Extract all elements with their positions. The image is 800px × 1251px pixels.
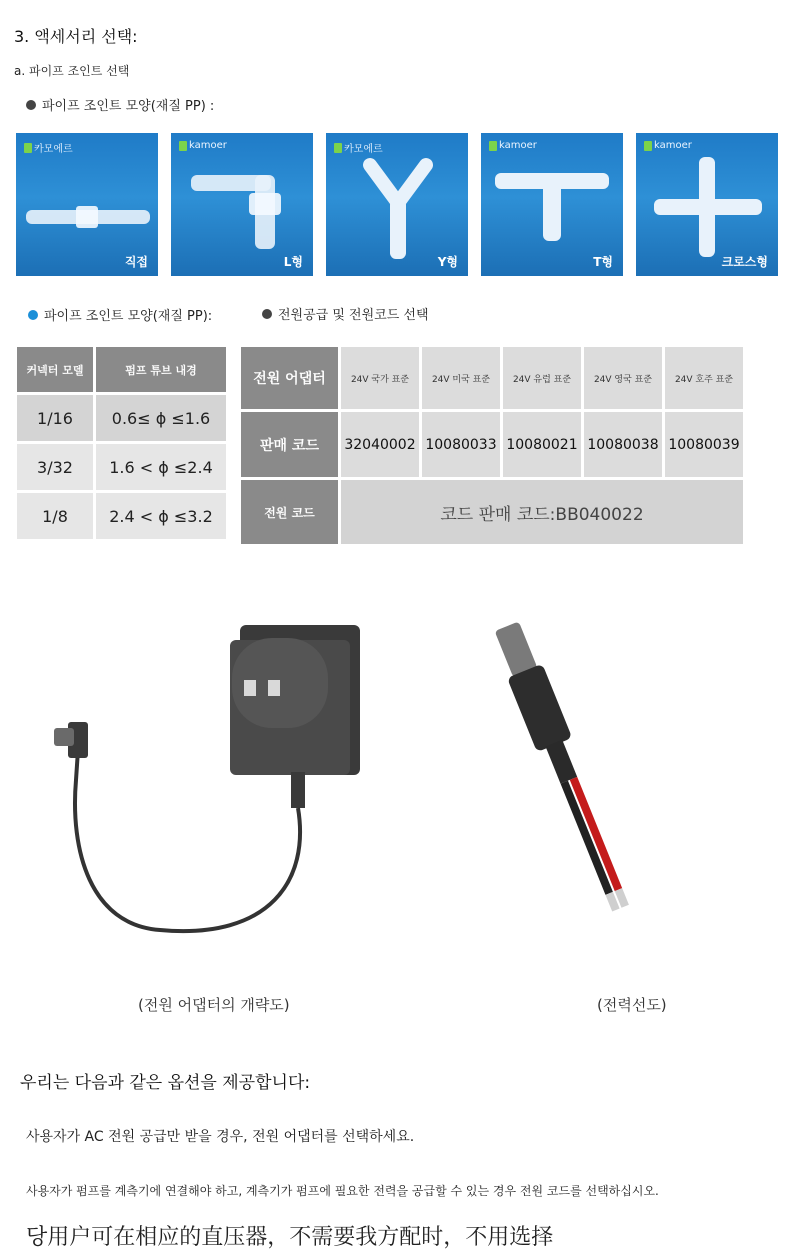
power-wire-image — [490, 620, 710, 940]
table-cell: 24V 국가 표준 — [341, 347, 419, 409]
brand-logo: kamoer — [644, 140, 692, 151]
option-1-text: 사용자가 AC 전원 공급만 받을 경우, 전원 어댑터를 선택하세요. — [26, 1129, 415, 1145]
power-adapter-image — [40, 600, 380, 960]
brand-logo: 카모에르 — [24, 140, 73, 155]
options-title: 우리는 다음과 같은 옵션을 제공합니다: — [20, 1073, 311, 1093]
power-heading: 전원공급 및 전원코드 선택 — [262, 304, 429, 323]
table-cell: 32040002 — [341, 412, 419, 477]
power-table — [238, 344, 746, 547]
bullet-icon — [28, 310, 38, 320]
table-cell: 0.6≤ ϕ ≤1.6 — [96, 395, 226, 441]
row-header-power-cord: 전원 코드 — [241, 480, 338, 544]
joint-label: Y형 — [437, 255, 458, 269]
joint-shape-label: 파이프 조인트 모양(재질 PP) : — [42, 99, 215, 114]
table-cell: 3/32 — [17, 444, 93, 490]
joint-label: 직접 — [124, 255, 148, 269]
table-header: 커넥터 모델 — [17, 347, 93, 392]
table-cell: 1/16 — [17, 395, 93, 441]
section-title: 3. 액세서리 선택: — [14, 27, 138, 46]
table-cell: 10080038 — [584, 412, 662, 477]
row-header-adapter: 전원 어댑터 — [241, 347, 338, 409]
table-cell: 1.6 < ϕ ≤2.4 — [96, 444, 226, 490]
table-cell: 1/8 — [17, 493, 93, 539]
connector-table — [14, 344, 229, 542]
joint-t-image — [481, 133, 623, 276]
joint-label: 크로스형 — [721, 255, 768, 269]
wire-caption: (전력선도) — [597, 996, 667, 1014]
subsection-title: a. 파이프 조인트 선택 — [14, 64, 130, 78]
joint-label: T형 — [593, 255, 613, 269]
joint-y-image — [326, 133, 468, 276]
bullet-icon — [26, 100, 36, 110]
cut-off-text: 당用户可在相应的直压器，不需要我方配时，不用选择 — [26, 1225, 554, 1250]
table-cell: 24V 미국 표준 — [422, 347, 500, 409]
table-cell: 24V 영국 표준 — [584, 347, 662, 409]
adapter-caption: (전원 어댑터의 개략도) — [138, 996, 290, 1014]
joint-shape-heading — [26, 95, 214, 114]
brand-logo: 카모에르 — [334, 140, 383, 155]
joint-shape-heading-2: 파이프 조인트 모양(재질 PP): — [28, 305, 212, 324]
joint-straight-image — [16, 133, 158, 276]
table-cell: 10080033 — [422, 412, 500, 477]
joint-l-image — [171, 133, 313, 276]
table-cell: 코드 판매 코드:BB040022 — [341, 480, 743, 544]
joint-cross-image — [636, 133, 778, 276]
brand-logo: kamoer — [489, 140, 537, 151]
table-cell: 10080021 — [503, 412, 581, 477]
joint-label: L형 — [283, 255, 303, 269]
brand-logo: kamoer — [179, 140, 227, 151]
option-2-text: 사용자가 펌프를 계측기에 연결해야 하고, 계측기가 펌프에 필요한 전력을 공급할 수 있는 경우 전원 코드를 선택하십시오. — [26, 1184, 659, 1198]
table-header: 펌프 튜브 내경 — [96, 347, 226, 392]
table-cell: 24V 유럽 표준 — [503, 347, 581, 409]
row-header-sales-code: 판매 코드 — [241, 412, 338, 477]
table-cell: 2.4 < ϕ ≤3.2 — [96, 493, 226, 539]
table-cell: 24V 호주 표준 — [665, 347, 743, 409]
bullet-icon — [262, 309, 272, 319]
table-cell: 10080039 — [665, 412, 743, 477]
